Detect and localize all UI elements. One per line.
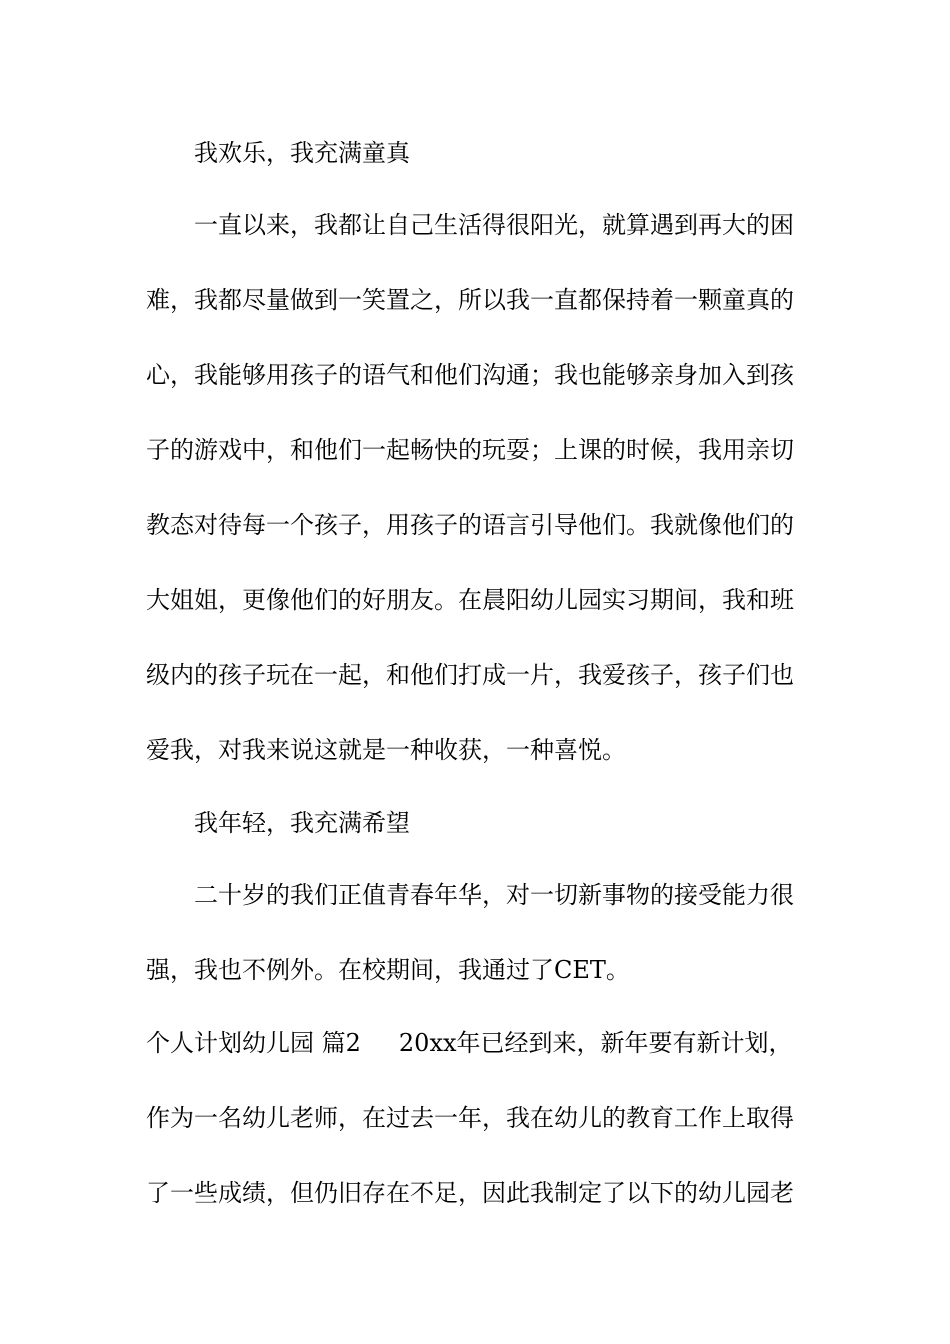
section-2-title: 个人计划幼儿园 篇2 — [146, 1029, 361, 1057]
paragraph-line: 大姐姐，更像他们的好朋友。在晨阳幼儿园实习期间，我和班 — [146, 586, 794, 614]
paragraph-line: 了一些成绩，但仍旧存在不足，因此我制定了以下的幼儿园老 — [146, 1179, 794, 1207]
paragraph-line: 爱我，对我来说这就是一种收获，一种喜悦。 — [146, 736, 626, 764]
paragraph-line: 二十岁的我们正值青春年华，对一切新事物的接受能力很 — [194, 881, 794, 909]
paragraph-line: 心，我能够用孩子的语气和他们沟通；我也能够亲身加入到孩 — [146, 361, 794, 389]
paragraph-line: 作为一名幼儿老师，在过去一年，我在幼儿的教育工作上取得 — [146, 1104, 794, 1132]
paragraph-line: 级内的孩子玩在一起，和他们打成一片，我爱孩子，孩子们也 — [146, 661, 794, 689]
section-heading-happy: 我欢乐，我充满童真 — [194, 139, 410, 167]
paragraph-line: 强，我也不例外。在校期间，我通过了CET。 — [146, 956, 630, 984]
section-heading-young: 我年轻，我充满希望 — [194, 809, 410, 837]
paragraph-line: 子的游戏中，和他们一起畅快的玩耍；上课的时候，我用亲切 — [146, 436, 794, 464]
section-2-first-line — [146, 1028, 806, 1058]
paragraph-line: 教态对待每一个孩子，用孩子的语言引导他们。我就像他们的 — [146, 511, 794, 539]
section-2-lead: 20xx年已经到来，新年要有新计划， — [398, 1029, 793, 1057]
paragraph-line: 一直以来，我都让自己生活得很阳光，就算遇到再大的困 — [194, 211, 794, 239]
paragraph-line: 难，我都尽量做到一笑置之，所以我一直都保持着一颗童真的 — [146, 286, 794, 314]
